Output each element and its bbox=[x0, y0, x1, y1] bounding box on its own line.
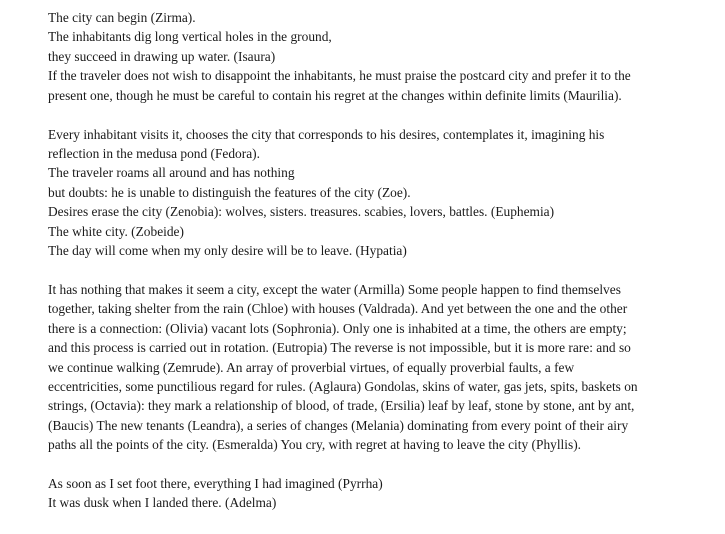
text-line: together, taking shelter from the rain (Chloe) with houses (Valdrada). And yet between the one and the other bbox=[48, 301, 628, 317]
text-line: they succeed in drawing up water. (Isaura) bbox=[48, 48, 276, 64]
text-line: It has nothing that makes it seem a city, except the water (Armilla) Some people happen to find themselves bbox=[48, 281, 621, 297]
text-line: eccentricities, some punctilious regard for rules. (Aglaura) Gondolas, skins of water, gas jets, spits, baskets on bbox=[48, 378, 638, 394]
text-line: Desires erase the city (Zenobia): wolves, sisters. treasures. scabies, lovers, battles. (Euphemia) bbox=[48, 204, 555, 220]
text-line: strings, (Octavia): they mark a relationship of blood, of trade, (Ersilia) leaf by leaf, stone by stone, ant by ant, bbox=[48, 398, 635, 414]
text-line: It was dusk when I landed there. (Adelma) bbox=[48, 495, 277, 511]
text-line: reflection in the medusa pond (Fedora). bbox=[48, 145, 260, 161]
text-line: As soon as I set foot there, everything I had imagined (Pyrrha) bbox=[48, 476, 383, 492]
text-line: we continue walking (Zemrude). An array of proverbial virtues, of equally proverbial faults, a few bbox=[48, 359, 575, 375]
paragraph-2 bbox=[48, 125, 688, 261]
text-line: there is a connection: (Olivia) vacant lots (Sophronia). Only one is inhabited at a time, the others are empty; bbox=[48, 320, 627, 336]
text-line: (Baucis) The new tenants (Leandra), a series of changes (Melania) dominating from every point of their airy bbox=[48, 417, 629, 433]
text-line: The inhabitants dig long vertical holes in the ground, bbox=[48, 29, 332, 45]
text-line: The white city. (Zobeide) bbox=[48, 223, 184, 239]
paragraph-1 bbox=[48, 8, 688, 105]
text-line: The city can begin (Zirma). bbox=[48, 10, 196, 25]
text-line: present one, though he must be careful to contain his regret at the changes within definite limits (Maurilia). bbox=[48, 87, 622, 103]
text-line: The day will come when my only desire will be to leave. (Hypatia) bbox=[48, 242, 407, 258]
paragraph-3 bbox=[48, 280, 688, 455]
text-line: paths all the points of the city. (Esmeralda) You cry, with regret at having to leave the city (Phyllis). bbox=[48, 437, 582, 453]
document-page bbox=[48, 8, 688, 532]
text-line: but doubts: he is unable to distinguish the features of the city (Zoe). bbox=[48, 184, 411, 200]
text-line: and this process is carried out in rotation. (Eutropia) The reverse is not impossible, but it is more rare: and so bbox=[48, 340, 631, 356]
paragraph-4 bbox=[48, 474, 688, 513]
text-line: If the traveler does not wish to disappoint the inhabitants, he must praise the postcard city and prefer it to the bbox=[48, 68, 631, 84]
text-line: Every inhabitant visits it, chooses the city that corresponds to his desires, contemplates it, imagining his bbox=[48, 126, 605, 142]
text-line: The traveler roams all around and has nothing bbox=[48, 165, 295, 181]
